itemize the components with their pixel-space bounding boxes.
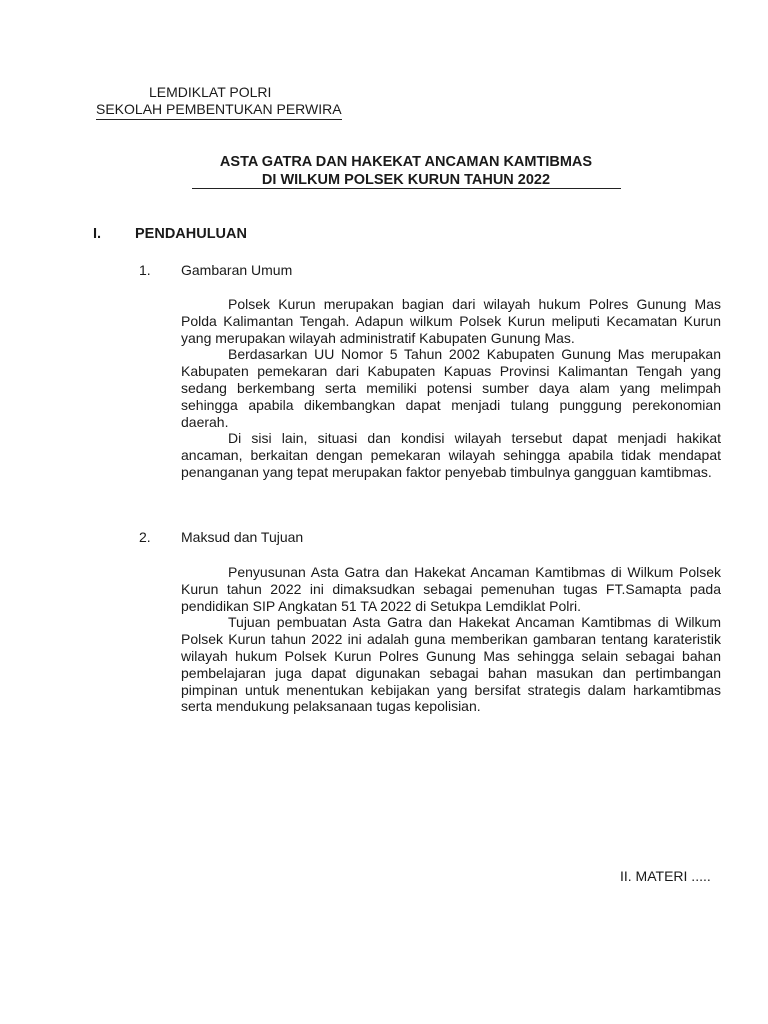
subsection-number: 1.: [139, 262, 151, 278]
document-title-line1: ASTA GATRA DAN HAKEKAT ANCAMAN KAMTIBMAS: [219, 154, 593, 170]
next-section-reference: II. MATERI .....: [620, 868, 711, 884]
paragraph: Penyusunan Asta Gatra dan Hakekat Ancaman Kamtibmas di Wilkum Polsek Kurun tahun 2022 ini dimaksudkan sebagai pemenuhan tugas FT.Samapta pada pendidikan SIP Angkatan 51 TA 2022 di Setukpa Lemdiklat Polri.: [181, 564, 721, 614]
paragraph: Tujuan pembuatan Asta Gatra dan Hakekat Ancaman Kamtibmas di Wilkum Polsek Kurun tahun 2022 ini adalah guna memberikan gambaran tentang karateristik wilayah hukum Polsek Kurun Polres Gunung Mas sehingga selain sebagai bahan pembelajaran juga dapat digunakan sebagai bahan masukan dan pertimbangan pimpinan untuk menentukan kebijakan yang bersifat strategis dalam harkamtibmas serta mendukung pelaksanaan tugas kepolisian.: [181, 614, 721, 715]
subsection-title: Maksud dan Tujuan: [181, 529, 304, 545]
institution-name: LEMDIKLAT POLRI: [149, 84, 272, 100]
paragraph: Berdasarkan UU Nomor 5 Tahun 2002 Kabupaten Gunung Mas merupakan Kabupaten pemekaran dari Kabupaten Kapuas Provinsi Kalimantan Tengah yang sedang berkembang serta memiliki potensi sumber daya alam yang melimpah sehingga apabila dikembangkan dapat menjadi tulang punggung perekonomian daerah.: [181, 346, 721, 430]
subsection-number: 2.: [139, 529, 151, 545]
paragraph: Di sisi lain, situasi dan kondisi wilayah tersebut dapat menjadi hakikat ancaman, berkaitan dengan pemekaran wilayah sehingga apabila tidak mendapat penanganan yang tepat merupakan faktor penyebab timbulnya gangguan kamtibmas.: [181, 430, 721, 480]
subsection-body: [181, 564, 721, 715]
title-underline: [192, 188, 621, 189]
document-title-line2: DI WILKUM POLSEK KURUN TAHUN 2022: [261, 172, 551, 188]
section-number: I.: [93, 226, 102, 242]
section-title: PENDAHULUAN: [135, 226, 247, 242]
school-name: SEKOLAH PEMBENTUKAN PERWIRA: [96, 101, 342, 120]
paragraph: Polsek Kurun merupakan bagian dari wilayah hukum Polres Gunung Mas Polda Kalimantan Tengah. Adapun wilkum Polsek Kurun meliputi Kecamatan Kurun yang merupakan wilayah administratif Kabupaten Gunung Mas.: [181, 296, 721, 346]
subsection-title: Gambaran Umum: [181, 262, 293, 278]
subsection-body: [181, 296, 721, 481]
